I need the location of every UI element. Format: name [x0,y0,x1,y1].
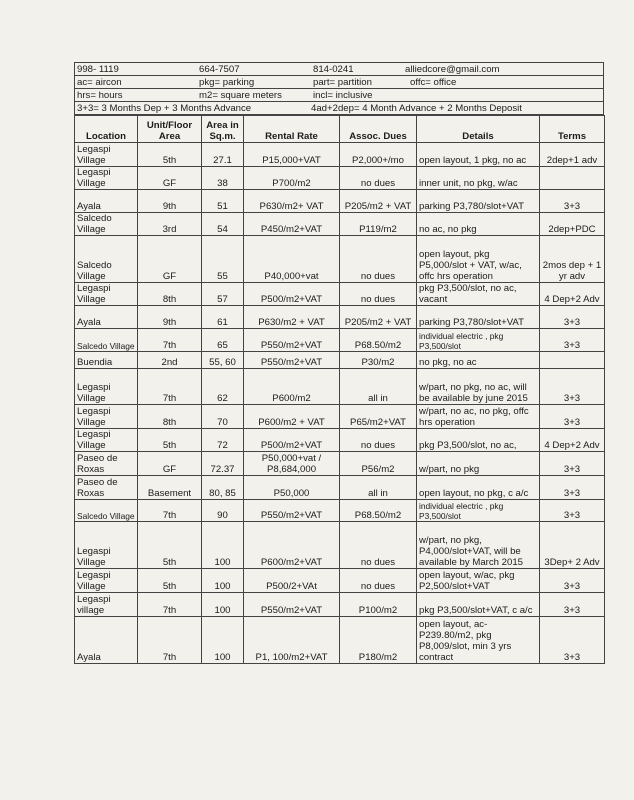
rental-rate-cell: P550/m2+VAT [244,352,340,369]
terms-cell: 3+3 [540,405,605,429]
table-row [75,617,605,664]
terms-cell: 3+3 [540,593,605,617]
col-header: Rental Rate [244,116,340,143]
area-cell: 55 [202,236,244,283]
table-row [75,429,605,452]
rental-rate-cell: P600/m2 [244,369,340,405]
col-header: Location [75,116,138,143]
assoc-dues-cell: P68.50/m2 [340,329,417,352]
assoc-dues-cell: no dues [340,283,417,306]
rental-rate-cell: P550/m2+VAT [244,329,340,352]
table-row [75,190,605,213]
floor-cell: Basement [138,476,202,500]
assoc-dues-cell: all in [340,369,417,405]
table-row [75,236,605,283]
terms-cell: 3+3 [540,306,605,329]
floor-cell: 3rd [138,213,202,236]
assoc-dues-cell: P205/m2 + VAT [340,190,417,213]
location-cell: Ayala [75,617,138,664]
phone-1: 998- 1119 [77,63,119,75]
terms-cell: 2dep+1 adv [540,143,605,167]
terms-cell: 3+3 [540,329,605,352]
table-row [75,500,605,522]
table-row [75,369,605,405]
rental-rate-cell: P450/m2+VAT [244,213,340,236]
assoc-dues-cell: no dues [340,236,417,283]
assoc-dues-cell: no dues [340,522,417,569]
rental-rate-cell: P630/m2+ VAT [244,190,340,213]
floor-cell: 7th [138,369,202,405]
terms-cell: 3+3 [540,476,605,500]
location-cell: Buendia [75,352,138,369]
location-cell: Legaspi Village [75,167,138,190]
terms-cell: 4 Dep+2 Adv [540,283,605,306]
assoc-dues-cell: all in [340,476,417,500]
details-cell: pkg P3,500/slot, no ac, vacant [417,283,540,306]
legend-item: 3+3= 3 Months Dep + 3 Months Advance [77,102,252,114]
area-cell: 100 [202,617,244,664]
details-cell: pkg P3,500/slot, no ac, [417,429,540,452]
details-cell: open layout, ac-P239.80/m2, pkg P8,009/slot, min 3 yrs contract [417,617,540,664]
terms-cell: 3+3 [540,617,605,664]
rental-rate-cell: P1, 100/m2+VAT [244,617,340,664]
col-header: Unit/Floor Area [138,116,202,143]
table-body [75,143,605,664]
area-cell: 72.37 [202,452,244,476]
floor-cell: GF [138,167,202,190]
floor-cell: 5th [138,522,202,569]
location-cell: Legaspi Village [75,283,138,306]
rental-rate-cell: P600/m2 + VAT [244,405,340,429]
rental-rate-cell: P550/m2+VAT [244,500,340,522]
table-row [75,522,605,569]
table-row [75,283,605,306]
floor-cell: 7th [138,593,202,617]
floor-cell: 5th [138,569,202,593]
table-row [75,476,605,500]
assoc-dues-cell: P68.50/m2 [340,500,417,522]
rental-rate-cell: P500/2+VAt [244,569,340,593]
area-cell: 61 [202,306,244,329]
assoc-dues-cell: P100/m2 [340,593,417,617]
details-cell: parking P3,780/slot+VAT [417,190,540,213]
floor-cell: 9th [138,306,202,329]
details-cell: individual electric , pkg P3,500/slot [417,329,540,352]
legend-row-3 [75,102,603,115]
details-cell: open layout, no pkg, c a/c [417,476,540,500]
assoc-dues-cell: P65/m2+VAT [340,405,417,429]
legend-item: incl= inclusive [313,89,373,101]
details-cell: w/part, no pkg [417,452,540,476]
location-cell: Legaspi Village [75,369,138,405]
terms-cell [540,352,605,369]
rental-rate-cell: P50,000+vat / P8,684,000 [244,452,340,476]
floor-cell: 8th [138,405,202,429]
area-cell: 57 [202,283,244,306]
details-cell: open layout, w/ac, pkg P2,500/slot+VAT [417,569,540,593]
floor-cell: GF [138,452,202,476]
legend-row-2 [75,89,603,102]
table-row [75,306,605,329]
phone-2: 664-7507 [199,63,240,75]
legend-item: offc= office [410,76,457,88]
floor-cell: GF [138,236,202,283]
floor-cell: 7th [138,329,202,352]
assoc-dues-cell: P180/m2 [340,617,417,664]
legend-row-1 [75,76,603,89]
rental-rate-cell: P15,000+VAT [244,143,340,167]
table-row [75,143,605,167]
col-header: Details [417,116,540,143]
area-cell: 55, 60 [202,352,244,369]
assoc-dues-cell: P2,000+/mo [340,143,417,167]
location-cell: Legaspi Village [75,429,138,452]
floor-cell: 9th [138,190,202,213]
area-cell: 90 [202,500,244,522]
assoc-dues-cell: P205/m2 + VAT [340,306,417,329]
listing-sheet [74,62,604,664]
location-cell: Legaspi Village [75,569,138,593]
details-cell: w/part, no pkg, no ac, will be available by june 2015 [417,369,540,405]
details-cell: pkg P3,500/slot+VAT, c a/c [417,593,540,617]
table-row [75,593,605,617]
terms-cell: 3+3 [540,190,605,213]
location-cell: Ayala [75,190,138,213]
rental-rate-cell: P500/m2+VAT [244,429,340,452]
rental-rate-cell: P630/m2 + VAT [244,306,340,329]
terms-cell: 2mos dep + 1 yr adv [540,236,605,283]
terms-cell: 3+3 [540,569,605,593]
area-cell: 72 [202,429,244,452]
terms-cell: 3+3 [540,452,605,476]
location-cell: Legaspi village [75,593,138,617]
table-row [75,452,605,476]
location-cell: Ayala [75,306,138,329]
floor-cell: 7th [138,617,202,664]
terms-cell: 3+3 [540,369,605,405]
table-row [75,405,605,429]
rental-rate-cell: P550/m2+VAT [244,593,340,617]
col-header: Assoc. Dues [340,116,417,143]
legend-item: 4ad+2dep= 4 Month Advance + 2 Months Deposit [311,102,522,114]
col-header: Terms [540,116,605,143]
details-cell: inner unit, no pkg, w/ac [417,167,540,190]
terms-cell: 2dep+PDC [540,213,605,236]
details-cell: open layout, 1 pkg, no ac [417,143,540,167]
terms-cell: 3Dep+ 2 Adv [540,522,605,569]
table-row [75,352,605,369]
table-row [75,213,605,236]
assoc-dues-cell: P119/m2 [340,213,417,236]
location-cell: Legaspi Village [75,143,138,167]
header-block [74,62,604,115]
area-cell: 80, 85 [202,476,244,500]
details-cell: w/part, no ac, no pkg, offc hrs operation [417,405,540,429]
area-cell: 70 [202,405,244,429]
floor-cell: 2nd [138,352,202,369]
rental-rate-cell: P700/m2 [244,167,340,190]
location-cell: Paseo de Roxas [75,452,138,476]
floor-cell: 8th [138,283,202,306]
header-row [75,116,605,143]
legend-item: hrs= hours [77,89,123,101]
details-cell: parking P3,780/slot+VAT [417,306,540,329]
details-cell: no pkg, no ac [417,352,540,369]
details-cell: open layout, pkg P5,000/slot + VAT, w/ac, offc hrs operation [417,236,540,283]
rental-rate-cell: P50,000 [244,476,340,500]
floor-cell: 5th [138,143,202,167]
assoc-dues-cell: P30/m2 [340,352,417,369]
details-cell: no ac, no pkg [417,213,540,236]
location-cell: Legaspi Village [75,522,138,569]
area-cell: 51 [202,190,244,213]
legend-item: part= partition [313,76,372,88]
terms-cell: 3+3 [540,500,605,522]
area-cell: 62 [202,369,244,405]
area-cell: 54 [202,213,244,236]
details-cell: individual electric , pkg P3,500/slot [417,500,540,522]
floor-cell: 5th [138,429,202,452]
terms-cell: 4 Dep+2 Adv [540,429,605,452]
contact-email: alliedcore@gmail.com [405,63,500,75]
area-cell: 100 [202,593,244,617]
table-row [75,167,605,190]
table-row [75,329,605,352]
location-cell: Legaspi Village [75,405,138,429]
location-cell: Paseo de Roxas [75,476,138,500]
area-cell: 65 [202,329,244,352]
phone-3: 814-0241 [313,63,354,75]
location-cell: Salcedo Village [75,236,138,283]
col-header: Area in Sq.m. [202,116,244,143]
rental-rate-cell: P500/m2+VAT [244,283,340,306]
area-cell: 100 [202,569,244,593]
details-cell: w/part, no pkg, P4,000/slot+VAT, will be available by March 2015 [417,522,540,569]
table-row [75,569,605,593]
listings-table [74,115,605,664]
assoc-dues-cell: no dues [340,569,417,593]
floor-cell: 7th [138,500,202,522]
terms-cell [540,167,605,190]
legend-item: pkg= parking [199,76,255,88]
location-cell: Salcedo Village [75,329,138,352]
legend-item: ac= aircon [77,76,122,88]
location-cell: Salcedo Village [75,500,138,522]
assoc-dues-cell: no dues [340,429,417,452]
area-cell: 100 [202,522,244,569]
assoc-dues-cell: no dues [340,167,417,190]
area-cell: 27.1 [202,143,244,167]
legend-item: m2= square meters [199,89,282,101]
assoc-dues-cell: P56/m2 [340,452,417,476]
rental-rate-cell: P600/m2+VAT [244,522,340,569]
contact-row [75,63,603,76]
location-cell: Salcedo Village [75,213,138,236]
rental-rate-cell: P40,000+vat [244,236,340,283]
area-cell: 38 [202,167,244,190]
